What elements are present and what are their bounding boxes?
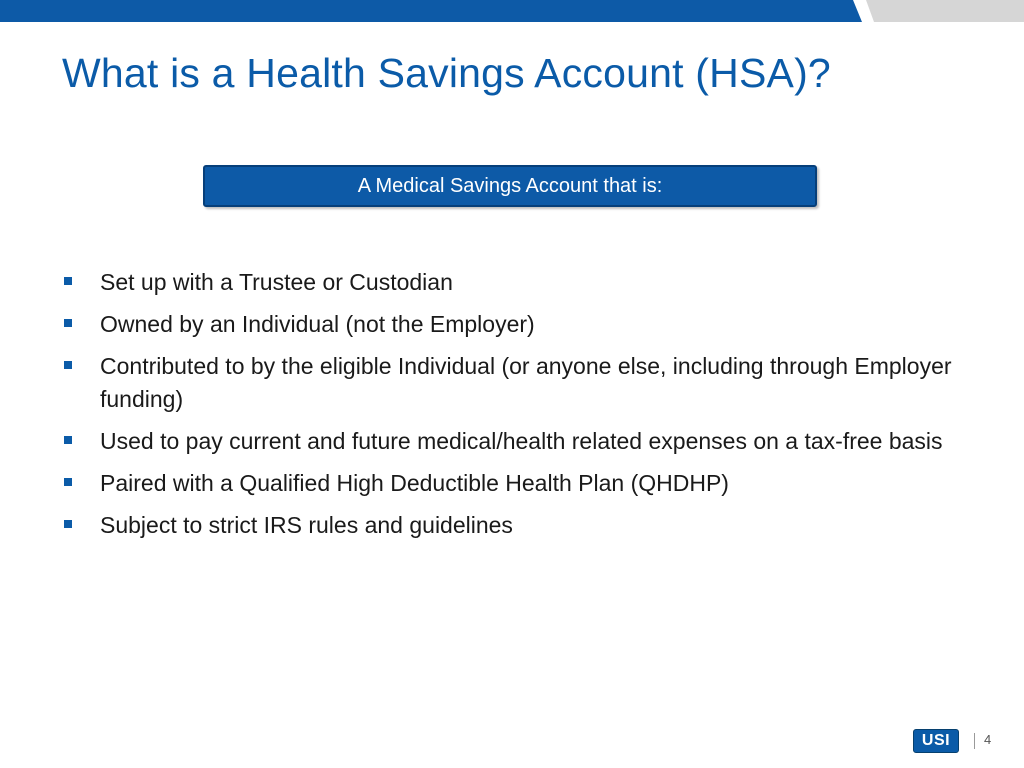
definition-banner: A Medical Savings Account that is: xyxy=(203,165,817,207)
square-bullet-icon xyxy=(64,361,72,369)
bullet-item xyxy=(62,266,967,299)
bullet-item xyxy=(62,509,967,542)
slide-title: What is a Health Savings Account (HSA)? xyxy=(62,50,831,96)
bullet-text: Set up with a Trustee or Custodian xyxy=(100,269,453,295)
bullet-item xyxy=(62,425,967,458)
bullet-item xyxy=(62,467,967,500)
bullet-text: Subject to strict IRS rules and guidelines xyxy=(100,512,513,538)
top-accent-bar xyxy=(0,0,1024,22)
bullet-item xyxy=(62,308,967,341)
square-bullet-icon xyxy=(64,436,72,444)
page-separator xyxy=(974,733,975,749)
square-bullet-icon xyxy=(64,319,72,327)
usi-logo: USI xyxy=(913,729,959,753)
bullet-list xyxy=(62,266,967,551)
square-bullet-icon xyxy=(64,520,72,528)
bullet-text: Paired with a Qualified High Deductible Health Plan (QHDHP) xyxy=(100,470,729,496)
page-number: 4 xyxy=(984,732,992,747)
bullet-text: Used to pay current and future medical/health related expenses on a tax-free basis xyxy=(100,428,943,454)
bullet-text: Contributed to by the eligible Individual (or anyone else, including through Employer funding) xyxy=(100,353,952,412)
square-bullet-icon xyxy=(64,478,72,486)
bullet-text: Owned by an Individual (not the Employer) xyxy=(100,311,535,337)
square-bullet-icon xyxy=(64,277,72,285)
bullet-item xyxy=(62,350,967,416)
